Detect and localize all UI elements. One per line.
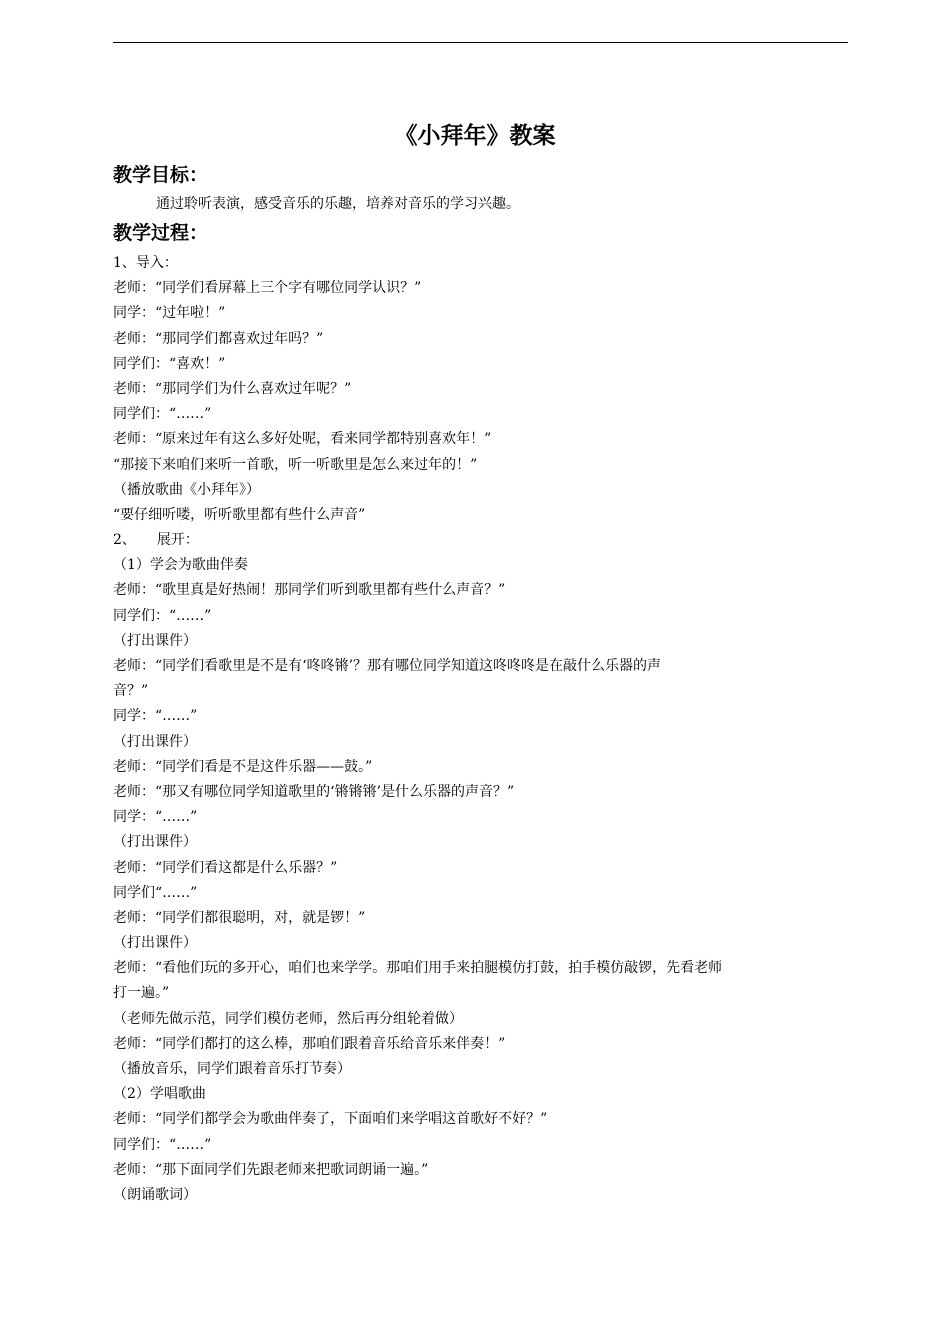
body-line: 2、 展开： [113, 532, 199, 549]
body-line: 同学：“过年啦！” [113, 305, 226, 322]
body-line: 老师：“同学们看歌里是不是有‘咚咚锵’？那有哪位同学知道这咚咚咚是在敲什么乐器的声 [113, 658, 662, 674]
process-heading: 教学过程： [113, 222, 209, 244]
body-line: 同学们：“……” [113, 607, 212, 624]
body-line: （老师先做示范，同学们模仿老师，然后再分组轮着做） [113, 1010, 463, 1027]
body-line: 老师：“那同学们都喜欢过年吗？” [113, 330, 324, 347]
body-line: 老师：“同学们都打的这么棒，那咱们跟着音乐给音乐来伴奏！” [113, 1035, 506, 1052]
body-line: 老师：“那下面同学们先跟老师来把歌词朗诵一遍。” [113, 1161, 429, 1178]
body-line: 同学：“……” [113, 809, 198, 826]
body-line: 同学们：“……” [113, 406, 212, 423]
body-line: 打一遍。” [113, 985, 170, 1002]
body-line: 同学们：“……” [113, 1136, 212, 1153]
body-line: （打出课件） [113, 834, 197, 851]
document-title: 《小拜年》教案 [394, 123, 556, 149]
body-line: （播放歌曲《小拜年》） [113, 481, 260, 498]
body-line: （打出课件） [113, 733, 197, 750]
body-line: （1）学会为歌曲伴奏 [113, 557, 248, 574]
body-line: （朗诵歌词） [113, 1186, 197, 1203]
body-line: （播放音乐，同学们跟着音乐打节奏） [113, 1061, 351, 1077]
body-line: 老师：“原来过年有这么多好处呢，看来同学都特别喜欢年！” [113, 431, 492, 448]
goal-text: 通过聆听表演，感受音乐的乐趣，培养对音乐的学习兴趣。 [156, 196, 520, 212]
body-line: “要仔细听喽，听听歌里都有些什么声音” [113, 506, 366, 523]
body-line: （打出课件） [113, 935, 197, 952]
body-line: 老师：“同学们看这都是什么乐器？” [113, 859, 338, 876]
body-line: 老师：“那又有哪位同学知道歌里的‘锵锵锵’是什么乐器的声音？” [113, 783, 515, 800]
goal-heading: 教学目标： [113, 164, 209, 186]
body-line: 老师：“同学们都很聪明，对，就是锣！” [113, 909, 366, 926]
body-line: 1、导入： [113, 255, 178, 271]
body-line: “那接下来咱们来听一首歌，听一听歌里是怎么来过年的！” [113, 456, 478, 473]
body-line: 同学们：“喜欢！” [113, 355, 226, 372]
body-line: 同学：“……” [113, 708, 198, 725]
body-line: 音？” [113, 683, 149, 700]
body-line: 同学们“……” [113, 884, 198, 901]
body-line: 老师：“同学们看屏幕上三个字有哪位同学认识？” [113, 280, 422, 297]
body-line: 老师：“同学们看是不是这件乐器——鼓。” [113, 758, 373, 775]
lesson-body [113, 251, 853, 1208]
body-line: 老师：“歌里真是好热闹！那同学们听到歌里都有些什么声音？” [113, 582, 506, 599]
body-line: 老师：“同学们都学会为歌曲伴奏了，下面咱们来学唱这首歌好不好？” [113, 1111, 548, 1128]
body-line: 老师：“看他们玩的多开心，咱们也来学学。那咱们用手来拍腿模仿打鼓，拍手模仿敲锣，先看老师 [113, 960, 723, 977]
body-line: （打出课件） [113, 632, 197, 649]
body-line: 老师：“那同学们为什么喜欢过年呢？” [113, 380, 352, 397]
header-rule [113, 42, 848, 43]
body-line: （2）学唱歌曲 [113, 1086, 206, 1103]
